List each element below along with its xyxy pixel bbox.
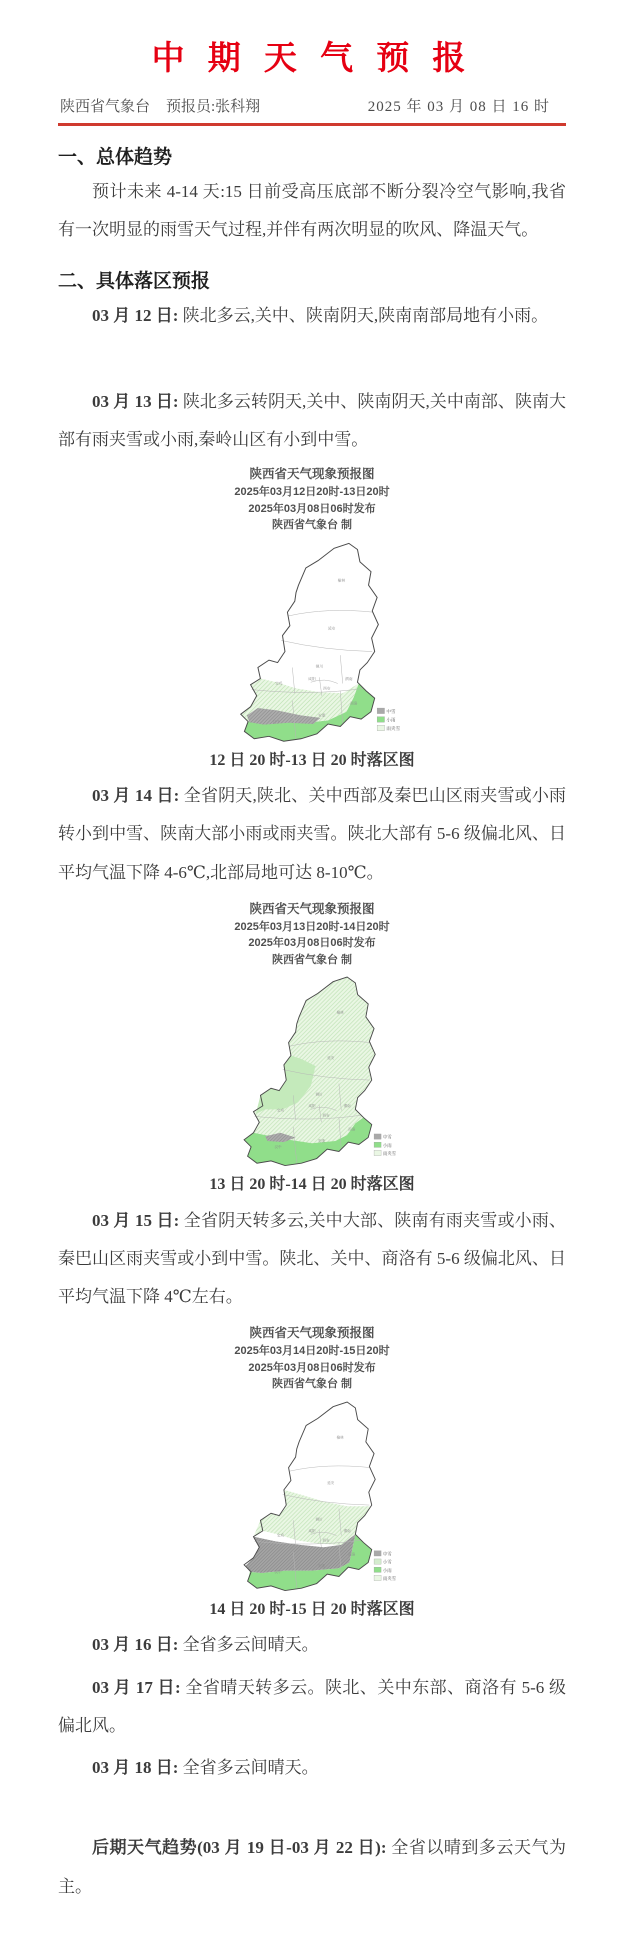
city-label: 汉中 <box>272 719 281 724</box>
weather-map-figure-3 <box>58 1324 566 1622</box>
city-label: 西安 <box>323 686 331 691</box>
map-title: 陕西省天气现象预报图 <box>249 901 375 916</box>
station-name: 陕西省气象台 <box>60 99 151 115</box>
map-period: 2025年03月14日20时-15日20时 <box>234 1345 390 1358</box>
overall-trend-text: 预计未来 4-14 天:15 日前受高压底部不断分裂冷空气影响,我省有一次明显的雨雪天气过程,并伴有两次明显的吹风、降温天气。 <box>58 182 566 240</box>
map-header-3 <box>58 1324 566 1392</box>
forecast-date: 03 月 17 日: <box>92 1677 181 1697</box>
forecast-text: 全省多云间晴天。 <box>182 1635 319 1655</box>
forecast-paragraph-0315 <box>58 1202 566 1317</box>
map-legend <box>374 1134 397 1157</box>
city-label: 西安 <box>322 1113 330 1118</box>
city-label: 汉中 <box>274 1145 282 1150</box>
forecast-paragraph-0313 <box>58 383 566 460</box>
forecast-date: 03 月 15 日: <box>92 1210 180 1230</box>
shaanxi-map-1 <box>207 536 417 748</box>
legend-label: 中雪 <box>382 1134 392 1140</box>
city-label: 咸阳 <box>308 676 316 681</box>
forecast-text: 陕北多云,关中、陕南阴天,陕南南部局地有小雨。 <box>182 305 549 325</box>
city-label: 铜川 <box>315 664 324 669</box>
legend-label: 中雪 <box>382 1551 392 1557</box>
city-label: 铜川 <box>315 1092 323 1097</box>
city-label: 延安 <box>327 1480 335 1485</box>
city-label: 渭南 <box>343 1104 351 1109</box>
forecast-paragraph-0318 <box>58 1749 566 1787</box>
section-heading-detail: 二、具体落区预报 <box>58 270 211 292</box>
outlook-label: 后期天气趋势(03 月 19 日-03 月 22 日): <box>92 1838 387 1858</box>
legend-label: 雨夹雪 <box>382 1575 396 1581</box>
forecast-text: 陕北多云转阴天,关中、陕南阴天,关中南部、陕南大部有雨夹雪或小雨,秦岭山区有小到中雪。 <box>58 391 566 449</box>
city-label: 榆林 <box>336 1435 344 1440</box>
document-meta-row <box>58 95 566 126</box>
legend-label: 中雪 <box>386 708 396 714</box>
issue-datetime: 2025 年 03 月 08 日 16 时 <box>367 99 550 115</box>
city-label: 榆林 <box>336 1010 344 1015</box>
map-caption-1: 12 日 20 时-13 日 20 时落区图 <box>209 751 415 769</box>
city-label: 咸阳 <box>308 1528 316 1533</box>
outlook-text: 全省以晴到多云天气为主。 <box>58 1838 567 1896</box>
city-label: 安康 <box>317 1139 325 1144</box>
map-issued: 2025年03月08日06时发布 <box>248 502 376 515</box>
forecast-date: 03 月 14 日: <box>92 786 180 806</box>
city-label: 汉中 <box>274 1569 282 1574</box>
overall-trend-paragraph <box>58 173 566 250</box>
forecast-text: 全省多云间晴天。 <box>182 1758 319 1778</box>
map-maker: 陕西省气象台 制 <box>271 953 353 966</box>
forecast-paragraph-0314 <box>58 777 566 892</box>
map-maker: 陕西省气象台 制 <box>271 519 353 531</box>
map-issued: 2025年03月08日06时发布 <box>248 1361 376 1374</box>
shaanxi-map-2 <box>212 970 412 1172</box>
city-label: 渭南 <box>343 1528 351 1533</box>
map-maker: 陕西省气象台 制 <box>271 1378 353 1391</box>
forecast-date: 03 月 16 日: <box>92 1635 179 1655</box>
legend-label: 小雨 <box>386 717 396 723</box>
city-label: 榆林 <box>337 577 346 582</box>
map-header-1 <box>58 465 566 533</box>
city-label: 咸阳 <box>308 1104 316 1109</box>
map-legend <box>377 707 400 731</box>
forecast-date: 03 月 18 日: <box>92 1758 179 1778</box>
legend-label: 雨夹雪 <box>382 1151 396 1157</box>
city-label: 铜川 <box>315 1516 323 1521</box>
forecast-paragraph-0317 <box>58 1669 566 1746</box>
city-label: 宝鸡 <box>276 1533 284 1538</box>
map-caption-2: 13 日 20 时-14 日 20 时落区图 <box>209 1176 415 1194</box>
city-label: 延安 <box>327 625 336 630</box>
forecast-text: 全省阴天,陕北、关中西部及秦巴山区雨夹雪或小雨转小到中雪、陕南大部小雨或雨夹雪。陕北大部有 5-6 级偏北风、日平均气温下降 4-6℃,北部局地可达 8-10℃。 <box>58 786 567 882</box>
legend-label: 雨夹雪 <box>386 725 401 731</box>
forecast-paragraph-0316 <box>58 1626 566 1664</box>
forecast-text: 全省阴天转多云,关中大部、陕南有雨夹雪或小雨、秦巴山区雨夹雪或小到中雪。陕北、关中、商洛有 5-6 级偏北风、日平均气温下降 4℃左右。 <box>58 1210 567 1307</box>
section-heading-overall: 一、总体趋势 <box>58 147 173 168</box>
page-title: 中 期 天 气 预 报 <box>151 39 473 76</box>
legend-label: 小雨 <box>382 1567 392 1573</box>
map-title: 陕西省天气现象预报图 <box>249 467 375 482</box>
city-label: 延安 <box>327 1056 335 1061</box>
map-period: 2025年03月12日20时-13日20时 <box>234 486 390 498</box>
city-label: 商洛 <box>350 700 358 705</box>
legend-label: 小雨 <box>382 1142 392 1148</box>
city-label: 宝鸡 <box>275 681 283 686</box>
map-caption-3: 14 日 20 时-15 日 20 时落区图 <box>209 1600 415 1618</box>
city-label: 西安 <box>322 1538 330 1543</box>
forecast-paragraph-0312 <box>58 297 566 335</box>
shaanxi-map-3 <box>212 1395 412 1597</box>
city-label: 安康 <box>317 1563 325 1568</box>
weather-map-figure-1 <box>58 465 566 773</box>
city-label: 宝鸡 <box>276 1108 284 1113</box>
forecaster-name: 预报员:张科翔 <box>166 99 261 115</box>
legend-label: 小雪 <box>382 1559 392 1565</box>
city-label: 安康 <box>318 713 326 718</box>
city-label: 商洛 <box>348 1552 356 1557</box>
map-period: 2025年03月13日20时-14日20时 <box>234 920 390 933</box>
map-title: 陕西省天气现象预报图 <box>249 1326 375 1341</box>
map-issued: 2025年03月08日06时发布 <box>248 937 376 950</box>
forecast-date: 03 月 13 日: <box>92 391 179 411</box>
city-label: 商洛 <box>348 1127 356 1132</box>
map-legend <box>374 1550 397 1582</box>
outlook-paragraph <box>58 1829 566 1906</box>
weather-map-figure-2 <box>58 900 566 1198</box>
forecast-date: 03 月 12 日: <box>92 305 179 325</box>
forecast-text: 全省晴天转多云。陕北、关中东部、商洛有 5-6 级偏北风。 <box>58 1677 566 1735</box>
city-label: 渭南 <box>345 676 353 681</box>
map-header-2 <box>58 900 566 968</box>
